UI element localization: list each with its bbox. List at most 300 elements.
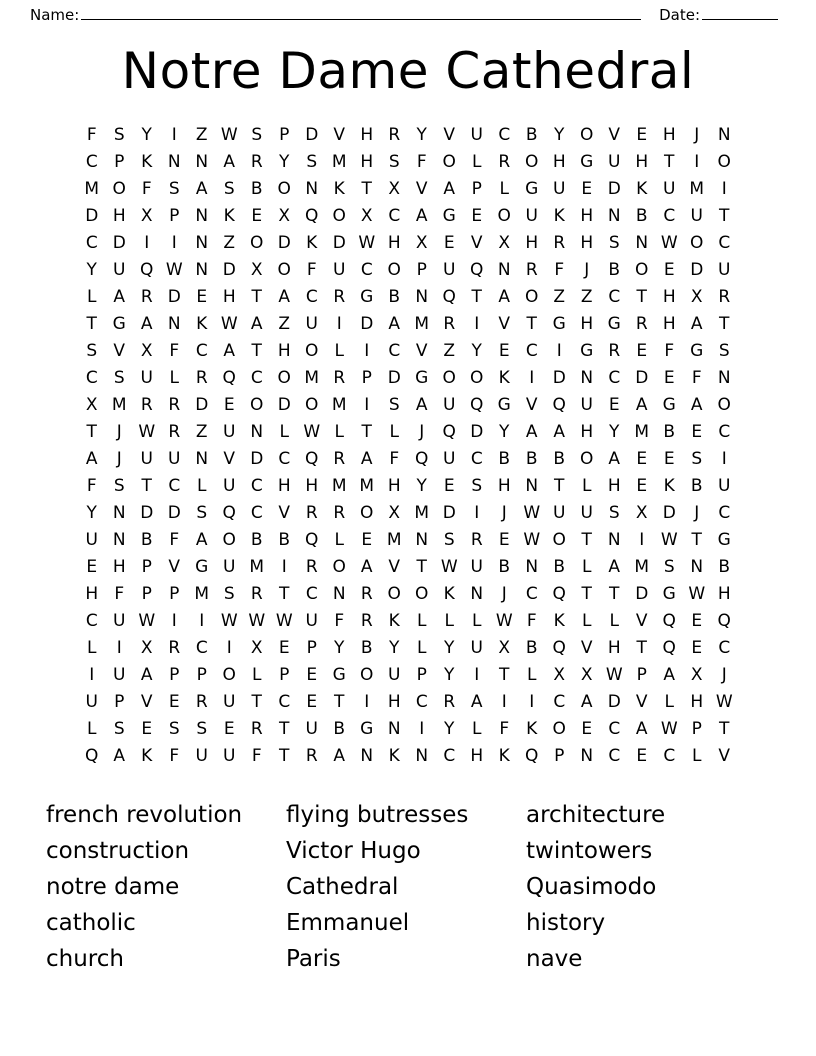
grid-letter[interactable]: Q	[415, 449, 429, 469]
grid-letter[interactable]: B	[690, 476, 703, 496]
grid-letter[interactable]: Q	[552, 584, 566, 604]
grid-letter[interactable]: V	[580, 638, 593, 658]
grid-letter[interactable]: G	[662, 395, 676, 415]
grid-letter[interactable]: C	[168, 476, 181, 496]
grid-letter[interactable]: S	[113, 125, 125, 145]
grid-letter[interactable]: I	[171, 125, 177, 145]
grid-letter[interactable]: Y	[416, 476, 427, 496]
grid-letter[interactable]: A	[690, 395, 703, 415]
grid-letter[interactable]: H	[277, 476, 291, 496]
grid-letter[interactable]: C	[718, 422, 731, 442]
grid-letter[interactable]: O	[635, 260, 649, 280]
grid-letter[interactable]: N	[635, 233, 649, 253]
date-write-line[interactable]	[702, 7, 778, 20]
grid-letter[interactable]: T	[636, 638, 647, 658]
grid-letter[interactable]: C	[470, 449, 483, 469]
grid-letter[interactable]: T	[499, 665, 510, 685]
grid-letter[interactable]: L	[527, 665, 537, 685]
grid-letter[interactable]: P	[141, 557, 152, 577]
grid-letter[interactable]: W	[523, 530, 541, 550]
grid-letter[interactable]: O	[580, 125, 594, 145]
grid-letter[interactable]: U	[388, 665, 401, 685]
grid-letter[interactable]: H	[277, 341, 291, 361]
grid-letter[interactable]: T	[416, 557, 427, 577]
grid-letter[interactable]: Z	[443, 341, 456, 361]
grid-letter[interactable]: B	[388, 287, 401, 307]
grid-letter[interactable]: A	[498, 287, 511, 307]
grid-letter[interactable]: O	[277, 260, 291, 280]
grid-letter[interactable]: A	[415, 395, 428, 415]
grid-letter[interactable]: I	[721, 179, 727, 199]
grid-letter[interactable]: L	[664, 692, 674, 712]
grid-letter[interactable]: R	[168, 422, 181, 442]
grid-letter[interactable]: S	[608, 503, 620, 523]
grid-letter[interactable]: R	[195, 692, 208, 712]
grid-letter[interactable]: C	[608, 746, 621, 766]
grid-letter[interactable]: E	[471, 206, 483, 226]
grid-letter[interactable]: U	[470, 557, 483, 577]
grid-letter[interactable]: J	[419, 422, 425, 442]
grid-letter[interactable]: G	[662, 584, 676, 604]
grid-letter[interactable]: R	[360, 611, 373, 631]
grid-letter[interactable]: B	[635, 206, 648, 226]
grid-letter[interactable]: L	[279, 422, 289, 442]
grid-letter[interactable]: O	[497, 206, 511, 226]
grid-letter[interactable]: C	[663, 206, 676, 226]
grid-letter[interactable]: C	[718, 233, 731, 253]
grid-letter[interactable]: A	[223, 152, 236, 172]
grid-letter[interactable]: P	[279, 125, 290, 145]
grid-letter[interactable]: N	[195, 260, 209, 280]
grid-letter[interactable]: U	[113, 611, 126, 631]
grid-letter[interactable]: C	[250, 476, 263, 496]
grid-letter[interactable]: D	[140, 503, 154, 523]
grid-letter[interactable]: E	[636, 449, 648, 469]
grid-letter[interactable]: T	[636, 287, 647, 307]
grid-letter[interactable]: Q	[662, 611, 676, 631]
grid-letter[interactable]: U	[85, 692, 98, 712]
grid-letter[interactable]: L	[334, 530, 344, 550]
grid-letter[interactable]: M	[331, 152, 347, 172]
grid-letter[interactable]: E	[306, 665, 318, 685]
grid-letter[interactable]: C	[443, 746, 456, 766]
grid-letter[interactable]: I	[529, 368, 535, 388]
grid-letter[interactable]: L	[252, 665, 262, 685]
grid-letter[interactable]: N	[195, 233, 209, 253]
grid-letter[interactable]: I	[89, 665, 95, 685]
grid-letter[interactable]: D	[607, 692, 621, 712]
grid-letter[interactable]: X	[690, 665, 703, 685]
grid-letter[interactable]: X	[388, 503, 401, 523]
grid-letter[interactable]: T	[334, 692, 345, 712]
grid-letter[interactable]: C	[195, 638, 208, 658]
grid-letter[interactable]: R	[333, 287, 346, 307]
grid-letter[interactable]: Y	[416, 125, 427, 145]
grid-letter[interactable]: L	[197, 476, 207, 496]
grid-letter[interactable]: P	[196, 665, 207, 685]
grid-letter[interactable]: A	[113, 287, 126, 307]
grid-letter[interactable]: S	[86, 341, 98, 361]
grid-letter[interactable]: C	[553, 692, 566, 712]
grid-letter[interactable]: Q	[470, 260, 484, 280]
grid-letter[interactable]: L	[444, 611, 454, 631]
grid-letter[interactable]: J	[584, 260, 590, 280]
grid-letter[interactable]: F	[169, 341, 180, 361]
grid-letter[interactable]: N	[525, 557, 539, 577]
grid-letter[interactable]: E	[498, 341, 510, 361]
grid-letter[interactable]: H	[222, 287, 236, 307]
grid-letter[interactable]: F	[389, 449, 400, 469]
grid-letter[interactable]: I	[336, 314, 342, 334]
grid-letter[interactable]: F	[169, 530, 180, 550]
grid-letter[interactable]: L	[87, 719, 97, 739]
grid-letter[interactable]: U	[333, 260, 346, 280]
grid-letter[interactable]: B	[608, 260, 621, 280]
grid-letter[interactable]: O	[250, 233, 264, 253]
grid-letter[interactable]: N	[415, 287, 429, 307]
grid-letter[interactable]: C	[608, 368, 621, 388]
grid-letter[interactable]: G	[415, 368, 429, 388]
grid-letter[interactable]: T	[554, 476, 565, 496]
grid-letter[interactable]: T	[609, 584, 620, 604]
grid-letter[interactable]: U	[305, 314, 318, 334]
grid-letter[interactable]: G	[360, 719, 374, 739]
grid-letter[interactable]: W	[138, 422, 156, 442]
grid-letter[interactable]: I	[419, 719, 425, 739]
grid-letter[interactable]: E	[141, 719, 153, 739]
grid-letter[interactable]: J	[116, 422, 122, 442]
grid-letter[interactable]: O	[552, 530, 566, 550]
grid-letter[interactable]: R	[305, 503, 318, 523]
grid-letter[interactable]: T	[251, 287, 262, 307]
grid-letter[interactable]: R	[168, 638, 181, 658]
grid-letter[interactable]: R	[140, 395, 153, 415]
grid-letter[interactable]: T	[471, 287, 482, 307]
grid-letter[interactable]: A	[635, 395, 648, 415]
grid-letter[interactable]: N	[305, 179, 319, 199]
grid-letter[interactable]: C	[498, 125, 511, 145]
grid-letter[interactable]: M	[249, 557, 265, 577]
grid-letter[interactable]: Q	[305, 206, 319, 226]
grid-letter[interactable]: C	[305, 584, 318, 604]
grid-letter[interactable]: H	[580, 233, 594, 253]
grid-letter[interactable]: H	[525, 233, 539, 253]
grid-letter[interactable]: A	[470, 692, 483, 712]
grid-letter[interactable]: Q	[85, 746, 99, 766]
grid-letter[interactable]: S	[223, 584, 235, 604]
grid-letter[interactable]: M	[194, 584, 210, 604]
grid-letter[interactable]: Q	[140, 260, 154, 280]
grid-letter[interactable]: C	[415, 692, 428, 712]
grid-letter[interactable]: S	[691, 449, 703, 469]
grid-letter[interactable]: O	[552, 719, 566, 739]
grid-letter[interactable]: E	[691, 638, 703, 658]
grid-letter[interactable]: B	[525, 638, 538, 658]
grid-letter[interactable]: E	[581, 719, 593, 739]
grid-letter[interactable]: O	[525, 287, 539, 307]
grid-letter[interactable]: R	[608, 341, 621, 361]
grid-letter[interactable]: L	[389, 422, 399, 442]
grid-letter[interactable]: F	[334, 611, 345, 631]
grid-letter[interactable]: C	[388, 206, 401, 226]
grid-letter[interactable]: Q	[222, 503, 236, 523]
grid-letter[interactable]: N	[167, 314, 181, 334]
grid-letter[interactable]: E	[223, 719, 235, 739]
grid-letter[interactable]: R	[718, 287, 731, 307]
grid-letter[interactable]: Z	[195, 422, 208, 442]
grid-letter[interactable]: T	[279, 584, 290, 604]
grid-letter[interactable]: N	[580, 746, 594, 766]
grid-letter[interactable]: B	[360, 638, 373, 658]
grid-letter[interactable]: R	[388, 125, 401, 145]
grid-letter[interactable]: V	[140, 692, 153, 712]
grid-letter[interactable]: W	[275, 611, 293, 631]
grid-letter[interactable]: E	[608, 395, 620, 415]
grid-letter[interactable]: A	[195, 530, 208, 550]
grid-letter[interactable]: O	[332, 557, 346, 577]
grid-letter[interactable]: D	[607, 179, 621, 199]
grid-letter[interactable]: W	[523, 503, 541, 523]
grid-letter[interactable]: C	[278, 692, 291, 712]
grid-letter[interactable]: E	[636, 746, 648, 766]
grid-letter[interactable]: K	[141, 746, 153, 766]
grid-letter[interactable]: K	[526, 719, 538, 739]
grid-letter[interactable]: Y	[141, 125, 152, 145]
grid-letter[interactable]: L	[472, 152, 482, 172]
grid-letter[interactable]: U	[85, 530, 98, 550]
grid-letter[interactable]: S	[113, 368, 125, 388]
grid-letter[interactable]: K	[498, 746, 510, 766]
grid-letter[interactable]: Y	[471, 341, 482, 361]
grid-letter[interactable]: F	[86, 125, 97, 145]
grid-letter[interactable]: P	[554, 746, 565, 766]
grid-letter[interactable]: H	[305, 476, 319, 496]
grid-letter[interactable]: O	[250, 395, 264, 415]
grid-letter[interactable]: Y	[444, 665, 455, 685]
grid-letter[interactable]: U	[305, 719, 318, 739]
grid-letter[interactable]: H	[607, 476, 621, 496]
grid-letter[interactable]: A	[663, 665, 676, 685]
grid-letter[interactable]: L	[87, 287, 97, 307]
grid-letter[interactable]: R	[305, 557, 318, 577]
grid-letter[interactable]: W	[605, 665, 623, 685]
grid-letter[interactable]: I	[199, 611, 205, 631]
grid-letter[interactable]: E	[306, 692, 318, 712]
grid-letter[interactable]: B	[553, 449, 566, 469]
grid-letter[interactable]: A	[525, 422, 538, 442]
grid-letter[interactable]: O	[222, 530, 236, 550]
grid-letter[interactable]: J	[694, 503, 700, 523]
grid-letter[interactable]: Q	[662, 638, 676, 658]
grid-letter[interactable]: D	[690, 260, 704, 280]
grid-letter[interactable]: J	[501, 584, 507, 604]
grid-letter[interactable]: T	[719, 206, 730, 226]
grid-letter[interactable]: S	[196, 719, 208, 739]
grid-letter[interactable]: G	[195, 557, 209, 577]
grid-letter[interactable]: E	[691, 422, 703, 442]
grid-letter[interactable]: C	[718, 503, 731, 523]
grid-letter[interactable]: A	[635, 719, 648, 739]
grid-letter[interactable]: D	[195, 395, 209, 415]
grid-letter[interactable]: R	[333, 449, 346, 469]
grid-letter[interactable]: N	[387, 719, 401, 739]
grid-letter[interactable]: L	[87, 638, 97, 658]
grid-letter[interactable]: V	[443, 125, 456, 145]
grid-letter[interactable]: D	[470, 422, 484, 442]
grid-letter[interactable]: C	[85, 368, 98, 388]
grid-letter[interactable]: I	[474, 665, 480, 685]
grid-letter[interactable]: S	[113, 476, 125, 496]
grid-letter[interactable]: U	[443, 395, 456, 415]
grid-letter[interactable]: P	[691, 719, 702, 739]
grid-letter[interactable]: M	[634, 422, 650, 442]
grid-letter[interactable]: V	[278, 503, 291, 523]
grid-letter[interactable]: W	[220, 314, 238, 334]
grid-letter[interactable]: T	[279, 719, 290, 739]
grid-letter[interactable]: R	[140, 287, 153, 307]
grid-letter[interactable]: N	[415, 530, 429, 550]
grid-letter[interactable]: N	[360, 746, 374, 766]
grid-letter[interactable]: U	[113, 260, 126, 280]
grid-letter[interactable]: Z	[580, 287, 593, 307]
grid-letter[interactable]: F	[526, 611, 537, 631]
grid-letter[interactable]: A	[553, 422, 566, 442]
grid-letter[interactable]: U	[553, 179, 566, 199]
grid-letter[interactable]: J	[116, 449, 122, 469]
grid-letter[interactable]: A	[140, 314, 153, 334]
grid-letter[interactable]: M	[634, 557, 650, 577]
grid-letter[interactable]: S	[196, 503, 208, 523]
grid-letter[interactable]: G	[717, 530, 731, 550]
grid-letter[interactable]: M	[331, 395, 347, 415]
grid-letter[interactable]: Q	[305, 530, 319, 550]
grid-letter[interactable]: X	[498, 233, 511, 253]
grid-letter[interactable]: P	[306, 638, 317, 658]
grid-letter[interactable]: P	[416, 260, 427, 280]
grid-letter[interactable]: A	[415, 206, 428, 226]
grid-letter[interactable]: V	[525, 395, 538, 415]
grid-letter[interactable]: F	[141, 179, 152, 199]
grid-letter[interactable]: S	[306, 152, 318, 172]
grid-letter[interactable]: U	[443, 260, 456, 280]
grid-letter[interactable]: U	[580, 395, 593, 415]
grid-letter[interactable]: R	[333, 503, 346, 523]
grid-letter[interactable]: C	[525, 584, 538, 604]
grid-letter[interactable]: E	[636, 125, 648, 145]
grid-letter[interactable]: B	[498, 449, 511, 469]
grid-letter[interactable]: Y	[279, 152, 290, 172]
grid-letter[interactable]: W	[220, 125, 238, 145]
grid-letter[interactable]: X	[498, 638, 511, 658]
grid-letter[interactable]: D	[167, 503, 181, 523]
grid-letter[interactable]: T	[581, 530, 592, 550]
grid-letter[interactable]: S	[388, 395, 400, 415]
grid-letter[interactable]: T	[86, 314, 97, 334]
grid-letter[interactable]: B	[140, 530, 153, 550]
grid-letter[interactable]: O	[305, 395, 319, 415]
grid-letter[interactable]: V	[223, 449, 236, 469]
grid-letter[interactable]: E	[636, 341, 648, 361]
grid-letter[interactable]: U	[223, 746, 236, 766]
grid-letter[interactable]: D	[277, 233, 291, 253]
grid-letter[interactable]: W	[660, 719, 678, 739]
grid-letter[interactable]: T	[361, 422, 372, 442]
grid-letter[interactable]: X	[388, 179, 401, 199]
grid-letter[interactable]: W	[220, 611, 238, 631]
grid-letter[interactable]: C	[250, 368, 263, 388]
grid-letter[interactable]: I	[144, 233, 150, 253]
grid-letter[interactable]: K	[196, 314, 208, 334]
grid-letter[interactable]: N	[525, 476, 539, 496]
grid-letter[interactable]: Y	[389, 638, 400, 658]
grid-letter[interactable]: F	[86, 476, 97, 496]
grid-letter[interactable]: H	[662, 314, 676, 334]
grid-letter[interactable]: I	[116, 638, 122, 658]
grid-letter[interactable]: M	[414, 503, 430, 523]
grid-letter[interactable]: N	[167, 152, 181, 172]
grid-letter[interactable]: T	[361, 179, 372, 199]
grid-letter[interactable]: R	[498, 152, 511, 172]
grid-letter[interactable]: P	[361, 368, 372, 388]
grid-letter[interactable]: U	[113, 665, 126, 685]
grid-letter[interactable]: V	[168, 557, 181, 577]
grid-letter[interactable]: D	[442, 503, 456, 523]
grid-letter[interactable]: Q	[552, 638, 566, 658]
grid-letter[interactable]: G	[112, 314, 126, 334]
grid-letter[interactable]: Z	[195, 125, 208, 145]
grid-letter[interactable]: V	[718, 746, 731, 766]
grid-letter[interactable]: E	[168, 692, 180, 712]
grid-letter[interactable]: J	[694, 125, 700, 145]
grid-letter[interactable]: H	[112, 206, 126, 226]
grid-letter[interactable]: A	[443, 179, 456, 199]
grid-letter[interactable]: I	[474, 503, 480, 523]
grid-letter[interactable]: V	[333, 125, 346, 145]
grid-letter[interactable]: Q	[717, 611, 731, 631]
grid-letter[interactable]: O	[277, 368, 291, 388]
grid-letter[interactable]: F	[691, 368, 702, 388]
grid-letter[interactable]: U	[140, 449, 153, 469]
grid-letter[interactable]: E	[361, 530, 373, 550]
grid-letter[interactable]: H	[387, 692, 401, 712]
grid-letter[interactable]: S	[663, 557, 675, 577]
grid-letter[interactable]: P	[114, 152, 125, 172]
grid-letter[interactable]: D	[167, 287, 181, 307]
grid-letter[interactable]: N	[607, 530, 621, 550]
grid-letter[interactable]: U	[690, 206, 703, 226]
grid-letter[interactable]: O	[717, 152, 731, 172]
grid-letter[interactable]: Q	[470, 395, 484, 415]
grid-letter[interactable]: E	[663, 368, 675, 388]
grid-letter[interactable]: F	[169, 746, 180, 766]
grid-letter[interactable]: N	[250, 422, 264, 442]
grid-letter[interactable]: Y	[334, 638, 345, 658]
grid-letter[interactable]: T	[691, 530, 702, 550]
grid-letter[interactable]: R	[250, 152, 263, 172]
grid-letter[interactable]: W	[495, 611, 513, 631]
grid-letter[interactable]: H	[635, 152, 649, 172]
grid-letter[interactable]: N	[112, 503, 126, 523]
grid-letter[interactable]: U	[443, 449, 456, 469]
grid-letter[interactable]: N	[580, 368, 594, 388]
grid-letter[interactable]: N	[195, 152, 209, 172]
grid-letter[interactable]: P	[169, 584, 180, 604]
grid-letter[interactable]: U	[223, 692, 236, 712]
grid-letter[interactable]: I	[171, 611, 177, 631]
grid-letter[interactable]: A	[608, 557, 621, 577]
grid-letter[interactable]: C	[85, 233, 98, 253]
grid-letter[interactable]: P	[141, 584, 152, 604]
